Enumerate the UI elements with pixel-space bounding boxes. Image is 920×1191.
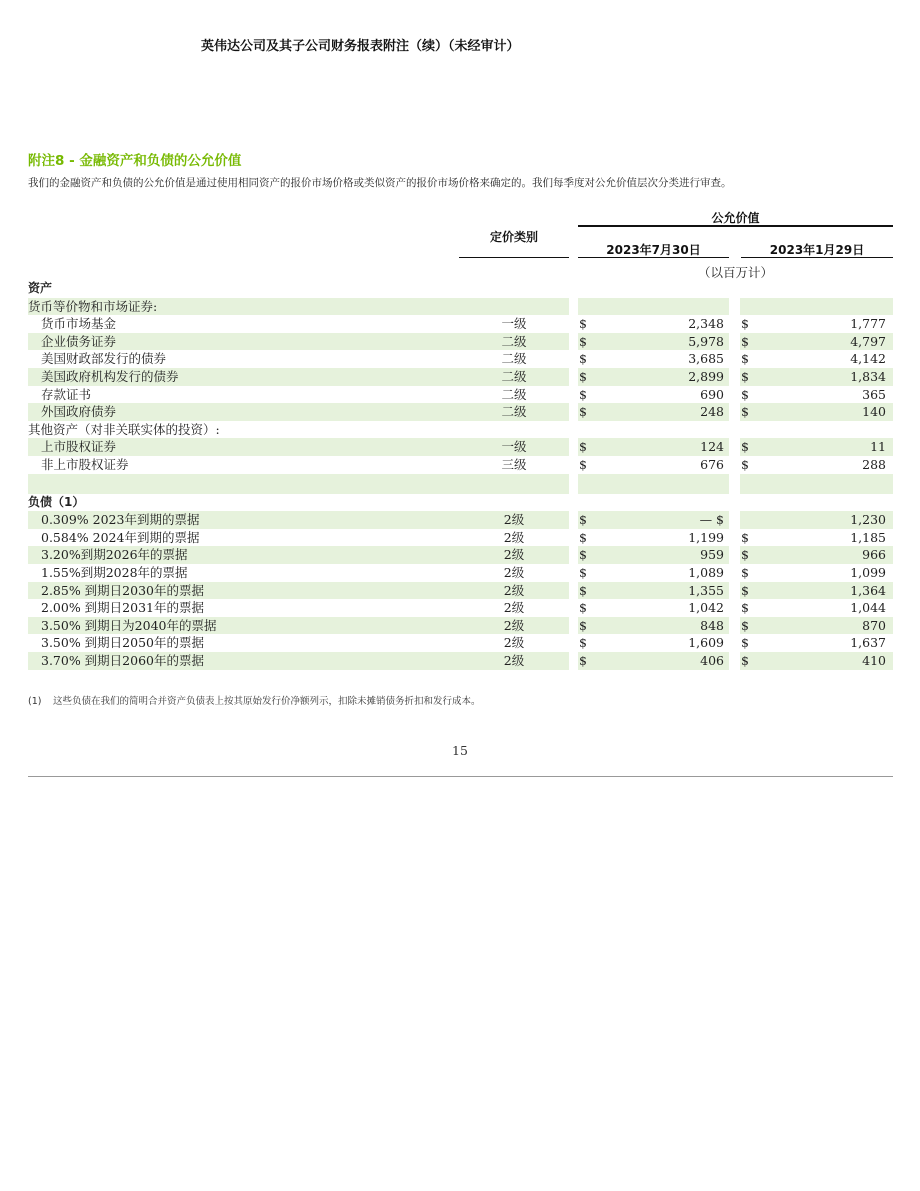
currency-symbol: $ [741, 547, 749, 563]
footnote-marker: (1) [28, 696, 42, 707]
value-2023-07-30: 248 [700, 404, 724, 420]
value-2023-07-30: 124 [700, 439, 724, 455]
currency-symbol: $ [579, 404, 587, 420]
table-row [28, 546, 893, 564]
column-gap [729, 582, 740, 600]
value-2023-07-30: 5,978 [688, 333, 724, 349]
table-row [28, 652, 893, 670]
currency-symbol: $ [579, 439, 587, 455]
table-row [28, 634, 893, 652]
row-label: 上市股权证券 [41, 439, 117, 455]
currency-symbol: $ [741, 529, 749, 545]
currency-symbol: $ [741, 369, 749, 384]
value-2023-01-29: 1,099 [850, 565, 886, 580]
column-gap [729, 368, 740, 386]
value-2023-01-29: 11 [870, 439, 886, 455]
currency-symbol: $ [579, 653, 587, 668]
table-row [28, 368, 893, 386]
row-label: 0.309% 2023年到期的票据 [41, 512, 200, 528]
pricing-level: 一级 [501, 439, 527, 455]
value-2023-01-29: 4,142 [850, 351, 886, 367]
pricing-level: 2级 [503, 512, 525, 528]
column-gap [569, 438, 578, 456]
row-label: 存款证书 [41, 386, 92, 402]
table-row [28, 386, 893, 404]
value-2023-01-29: 1,834 [850, 369, 886, 384]
value-2023-01-29: 966 [862, 547, 886, 563]
pricing-level: 一级 [501, 316, 527, 332]
section-intro: 我们的金融资产和负债的公允价值是通过使用相同资产的报价市场价格或类似资产的报价市场价格来确定的。我们每季度对公允价值层次分类进行审查。 [28, 177, 732, 189]
row-label: 企业债务证券 [41, 333, 117, 349]
table-row [28, 529, 893, 547]
fair-value-header-rule [578, 225, 893, 227]
value-2023-07-30: 2,348 [688, 316, 724, 332]
currency-symbol: $ [579, 457, 587, 472]
pricing-level: 2级 [503, 653, 525, 668]
value-2023-01-29: 1,230 [850, 512, 886, 528]
table-row [28, 298, 893, 316]
pricing-level: 二级 [501, 351, 527, 367]
currency-symbol: $ [579, 600, 587, 616]
row-label: 3.50% 到期日为2040年的票据 [41, 617, 217, 633]
row-label: 3.50% 到期日2050年的票据 [41, 635, 204, 651]
row-label: 2.85% 到期日2030年的票据 [41, 582, 204, 598]
currency-symbol: $ [741, 653, 749, 668]
currency-symbol: $ [579, 617, 587, 633]
table-row [28, 511, 893, 529]
date2-header-rule [741, 257, 893, 258]
currency-symbol: $ [579, 512, 587, 528]
row-label: 资产 [28, 281, 53, 295]
pricing-level: 2级 [503, 547, 525, 563]
pricing-level: 2级 [503, 529, 525, 545]
pricing-level: 三级 [501, 457, 527, 472]
currency-symbol: $ [741, 565, 749, 580]
table-row [28, 315, 893, 333]
pricing-level: 二级 [501, 369, 527, 384]
currency-symbol: $ [579, 333, 587, 349]
pricing-level: 2级 [503, 617, 525, 633]
table-row [28, 333, 893, 351]
value-2023-07-30: 1,355 [688, 582, 724, 598]
currency-symbol: $ [579, 529, 587, 545]
table-row [28, 582, 893, 600]
column-gap [569, 403, 578, 421]
pricing-level: 2级 [503, 565, 525, 580]
units-label: （以百万计） [697, 265, 773, 280]
column-gap [729, 298, 740, 316]
row-label: 负债（1） [28, 494, 85, 509]
date1-header: 2023年7月30日 [606, 243, 701, 257]
value-2023-07-30: — $ [699, 512, 724, 528]
table-row [28, 438, 893, 456]
row-label: 货币等价物和市场证券: [28, 298, 158, 314]
column-gap [729, 511, 740, 529]
column-gap [729, 617, 740, 635]
table-row [28, 403, 893, 421]
column-gap [729, 333, 740, 351]
currency-symbol: $ [579, 635, 587, 651]
footnote-text: 这些负债在我们的简明合并资产负债表上按其原始发行价净额列示，扣除未摊销债务折扣和发行成本。 [53, 696, 481, 707]
currency-symbol: $ [579, 582, 587, 598]
currency-symbol: $ [741, 457, 749, 472]
pricing-level: 2级 [503, 635, 525, 651]
column-gap [569, 652, 578, 670]
pricing-header-rule [459, 257, 569, 258]
currency-symbol: $ [579, 351, 587, 367]
currency-symbol: $ [741, 617, 749, 633]
table-row [28, 599, 893, 617]
currency-symbol: $ [579, 386, 587, 402]
value-2023-01-29: 4,797 [850, 333, 886, 349]
table-row [28, 617, 893, 635]
row-label: 非上市股权证券 [41, 457, 129, 472]
column-gap [569, 546, 578, 564]
value-2023-07-30: 406 [700, 653, 724, 668]
footnote [28, 693, 481, 707]
page-number: 15 [452, 743, 468, 758]
date1-header-rule [578, 257, 729, 258]
row-label: 货币市场基金 [41, 316, 117, 332]
table-row [28, 494, 893, 512]
row-label: 外国政府债券 [41, 404, 117, 420]
table-row [28, 280, 893, 298]
row-label: 其他资产（对非关联实体的投资）: [28, 421, 220, 437]
section-title: 附注8 - 金融资产和负债的公允价值 [28, 153, 242, 169]
column-gap [569, 368, 578, 386]
row-label: 3.20%到期2026年的票据 [41, 547, 188, 563]
currency-symbol: $ [579, 547, 587, 563]
value-2023-07-30: 1,089 [688, 565, 724, 580]
column-gap [569, 333, 578, 351]
table-row [28, 421, 893, 439]
value-2023-01-29: 1,637 [850, 635, 886, 651]
value-2023-01-29: 870 [862, 617, 886, 633]
value-2023-01-29: 1,185 [850, 529, 886, 545]
currency-symbol: $ [579, 316, 587, 332]
value-2023-01-29: 1,777 [850, 316, 886, 332]
currency-symbol: $ [579, 369, 587, 384]
column-gap [729, 546, 740, 564]
pricing-level: 2级 [503, 600, 525, 616]
currency-symbol: $ [741, 439, 749, 455]
column-gap [569, 617, 578, 635]
value-2023-01-29: 1,364 [850, 582, 886, 598]
column-gap [569, 582, 578, 600]
currency-symbol: $ [741, 316, 749, 332]
row-label: 2.00% 到期日2031年的票据 [41, 600, 204, 616]
currency-symbol: $ [579, 565, 587, 580]
column-gap [569, 511, 578, 529]
column-gap [569, 298, 578, 316]
value-2023-07-30: 1,609 [688, 635, 724, 651]
currency-symbol: $ [741, 600, 749, 616]
value-2023-01-29: 1,044 [850, 600, 886, 616]
pricing-level: 2级 [503, 582, 525, 598]
row-label: 0.584% 2024年到期的票据 [41, 529, 200, 545]
row-label: 1.55%到期2028年的票据 [41, 565, 188, 580]
column-gap [729, 403, 740, 421]
value-2023-07-30: 676 [700, 457, 724, 472]
value-2023-01-29: 365 [862, 386, 886, 402]
page-bottom-rule [28, 776, 893, 777]
value-2023-07-30: 3,685 [688, 351, 724, 367]
document-header: 英伟达公司及其子公司财务报表附注（续）（未经审计） [201, 39, 520, 54]
table-row [28, 564, 893, 582]
value-2023-07-30: 2,899 [688, 369, 724, 384]
value-2023-07-30: 690 [700, 386, 724, 402]
pricing-level: 二级 [501, 333, 527, 349]
column-gap [729, 438, 740, 456]
fair-value-header: 公允价值 [711, 211, 760, 225]
currency-symbol: $ [741, 333, 749, 349]
value-2023-01-29: 410 [862, 653, 886, 668]
row-label: 3.70% 到期日2060年的票据 [41, 653, 204, 668]
currency-symbol: $ [741, 404, 749, 420]
value-2023-01-29: 140 [862, 404, 886, 420]
value-2023-01-29: 288 [862, 457, 886, 472]
column-gap [729, 652, 740, 670]
pricing-category-header: 定价类别 [489, 230, 538, 244]
column-gap [729, 474, 740, 494]
value-2023-07-30: 848 [700, 617, 724, 633]
table-row [28, 350, 893, 368]
table-row [28, 456, 893, 474]
row-label: 美国政府机构发行的债券 [41, 369, 179, 384]
currency-symbol: $ [741, 386, 749, 402]
date2-header: 2023年1月29日 [769, 243, 865, 257]
table-row [28, 474, 893, 494]
pricing-level: 二级 [501, 404, 527, 420]
currency-symbol: $ [741, 635, 749, 651]
column-gap [569, 474, 578, 494]
value-2023-07-30: 959 [700, 547, 724, 563]
row-label: 美国财政部发行的债券 [41, 351, 167, 367]
currency-symbol: $ [741, 351, 749, 367]
value-2023-07-30: 1,199 [688, 529, 724, 545]
pricing-level: 二级 [501, 386, 527, 402]
currency-symbol: $ [741, 582, 749, 598]
value-2023-07-30: 1,042 [688, 600, 724, 616]
